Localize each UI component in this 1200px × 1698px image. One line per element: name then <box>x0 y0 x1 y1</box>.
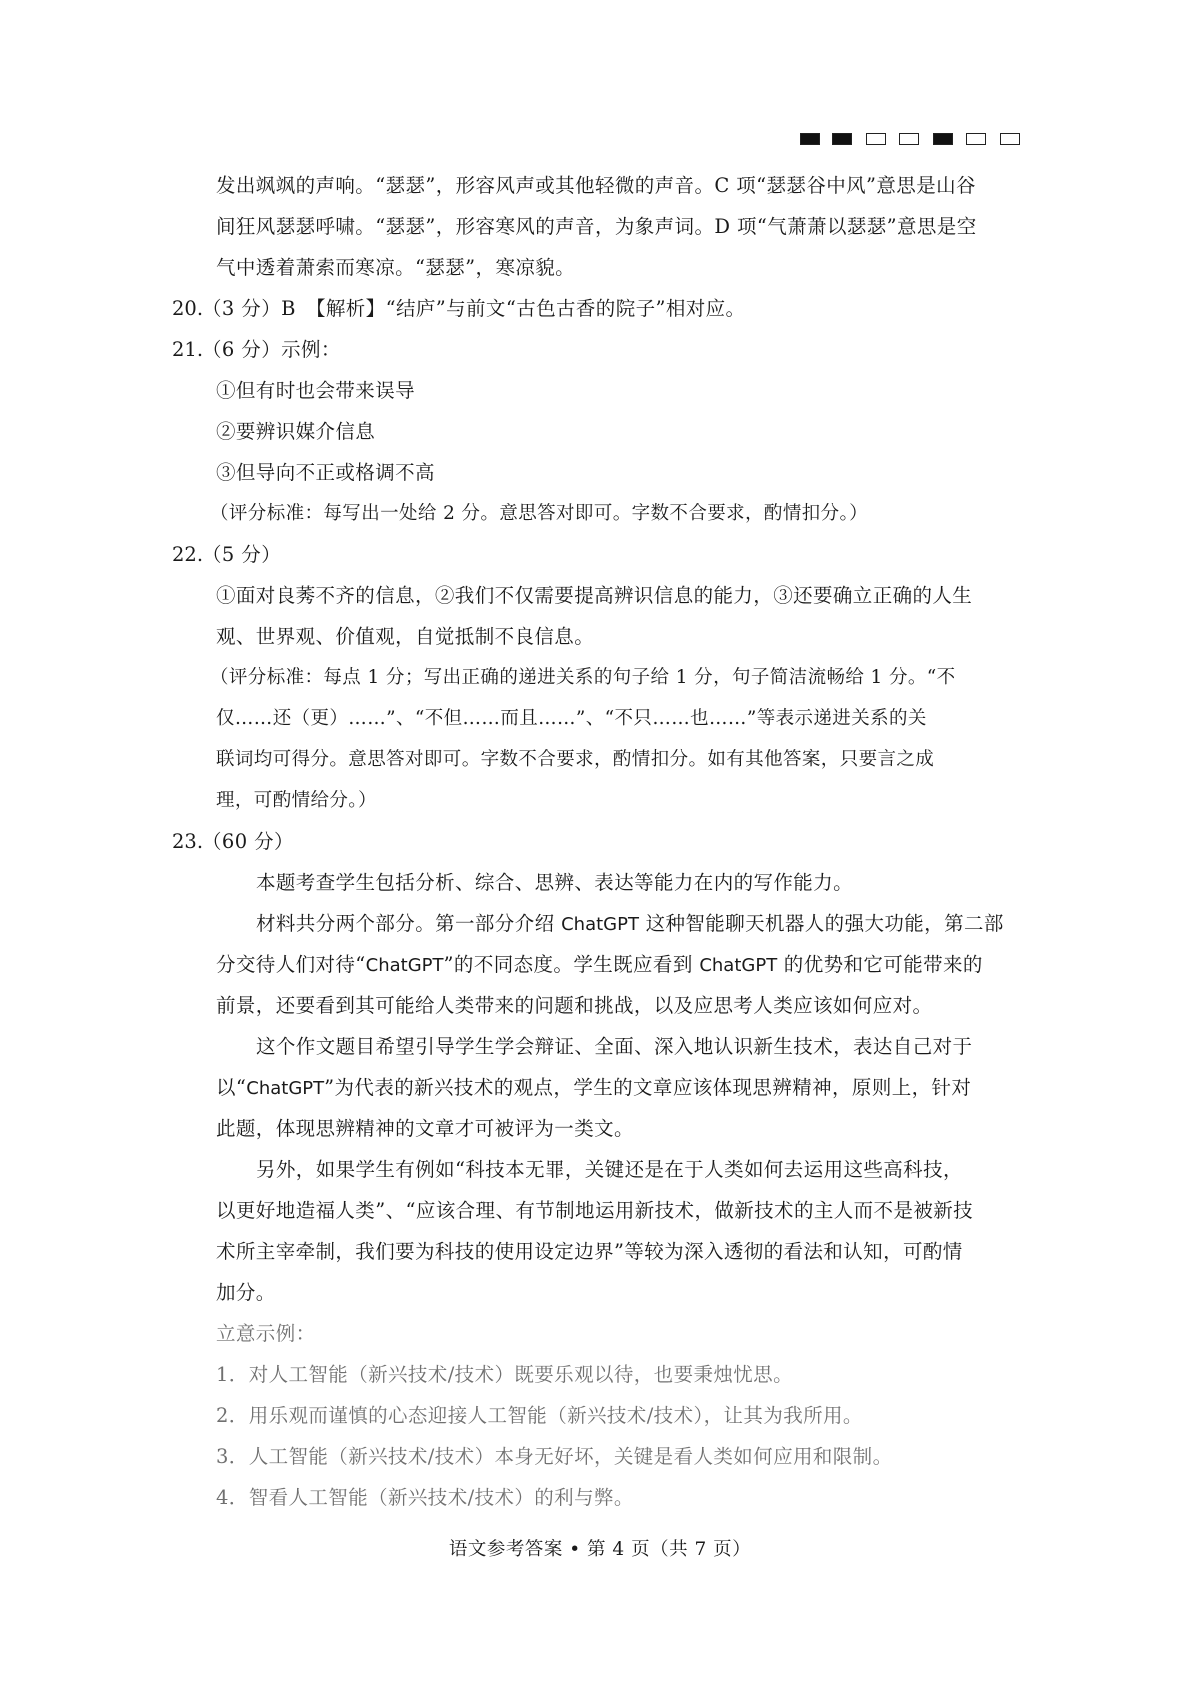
idea-item: 2．用乐观而谨慎的心态迎接人工智能（新兴技术/技术），让其为我所用。 <box>216 1404 863 1427</box>
header-mark <box>832 133 852 145</box>
q22-criteria-line: （评分标准：每点 1 分；写出正确的递进关系的句子给 1 分，句子简洁流畅给 1 分。“不 <box>210 667 956 688</box>
header-mark <box>899 133 919 145</box>
idea-item: 4．智看人工智能（新兴技术/技术）的利与弊。 <box>216 1486 634 1509</box>
header-mark <box>966 133 986 145</box>
q19-line: 发出飒飒的声响。“瑟瑟”，形容风声或其他轻微的声音。C 项“瑟瑟谷中风”意思是山谷 <box>216 174 976 197</box>
q22-criteria-line: 仅……还（更）……”、“不但……而且……”、“不只……也……”等表示递进关系的关 <box>216 708 927 729</box>
q23-paragraph-line: 这个作文题目希望引导学生学会辩证、全面、深入地认识新生技术，表达自己对于 <box>256 1035 973 1058</box>
q23-paragraph-line: 材料共分两个部分。第一部分介绍 ChatGPT 这种智能聊天机器人的强大功能，第二部 <box>256 912 1004 935</box>
q23-paragraph-line: 另外，如果学生有例如“科技本无罪，关键还是在于人类如何去运用这些高科技， <box>256 1158 963 1181</box>
q19-line: 间狂风瑟瑟呼啸。“瑟瑟”，形容寒风的声音，为象声词。D 项“气萧萧以瑟瑟”意思是空 <box>216 215 977 238</box>
q22-heading: （5 分） <box>202 543 282 566</box>
q23-paragraph-line: 以“ChatGPT”为代表的新兴技术的观点，学生的文章应该体现思辨精神，原则上，针对 <box>216 1076 972 1099</box>
header-mark <box>800 133 820 145</box>
page-footer: 语文参考答案 • 第 4 页（共 7 页） <box>448 1539 752 1560</box>
q22-answer-line: ①面对良莠不齐的信息，②我们不仅需要提高辨识信息的能力，③还要确立正确的人生 <box>216 584 973 607</box>
question-number: 22. <box>172 543 204 566</box>
question-number: 21. <box>172 338 204 361</box>
q23-paragraph-line: 以更好地造福人类”、“应该合理、有节制地运用新技术，做新技术的主人而不是被新技 <box>216 1199 974 1222</box>
q21-heading: （6 分）示例： <box>202 338 341 361</box>
q21-item: ③但导向不正或格调不高 <box>216 461 435 484</box>
q23-paragraph: 本题考查学生包括分析、综合、思辨、表达等能力在内的写作能力。 <box>256 871 854 894</box>
q22-criteria-line: 理，可酌情给分。） <box>216 790 377 811</box>
q21-item: ②要辨识媒介信息 <box>216 420 376 443</box>
q23-paragraph-line: 此题，体现思辨精神的文章才可被评为一类文。 <box>216 1117 634 1140</box>
q22-answer-line: 观、世界观、价值观，自觉抵制不良信息。 <box>216 625 595 648</box>
q23-heading: （60 分） <box>202 830 294 853</box>
idea-item: 3．人工智能（新兴技术/技术）本身无好坏，关键是看人类如何应用和限制。 <box>216 1445 893 1468</box>
q21-criteria: （评分标准：每写出一处给 2 分。意思答对即可。字数不合要求，酌情扣分。） <box>210 503 869 524</box>
q19-line: 气中透着萧索而寒凉。“瑟瑟”，寒凉貌。 <box>216 256 576 279</box>
q21-item: ①但有时也会带来误导 <box>216 379 416 402</box>
q23-paragraph-line: 术所主宰牵制，我们要为科技的使用设定边界”等较为深入透彻的看法和认知，可酌情 <box>216 1240 963 1263</box>
q23-paragraph-line: 分交待人们对待“ChatGPT”的不同态度。学生既应看到 ChatGPT 的优势和它可能带来的 <box>216 953 983 976</box>
ideas-heading: 立意示例： <box>216 1322 316 1345</box>
question-number: 20. <box>172 297 204 320</box>
q20-answer: （3 分）B 【解析】“结庐”与前文“古色古香的院子”相对应。 <box>202 297 746 320</box>
q23-paragraph-line: 加分。 <box>216 1281 276 1304</box>
q22-criteria-line: 联词均可得分。意思答对即可。字数不合要求，酌情扣分。如有其他答案，只要言之成 <box>216 749 935 770</box>
header-mark <box>1000 133 1020 145</box>
header-mark <box>866 133 886 145</box>
header-mark <box>933 133 953 145</box>
idea-item: 1．对人工智能（新兴技术/技术）既要乐观以待，也要秉烛忧思。 <box>216 1363 793 1386</box>
question-number: 23. <box>172 830 204 853</box>
q23-paragraph-line: 前景，还要看到其可能给人类带来的问题和挑战，以及应思考人类应该如何应对。 <box>216 994 933 1017</box>
